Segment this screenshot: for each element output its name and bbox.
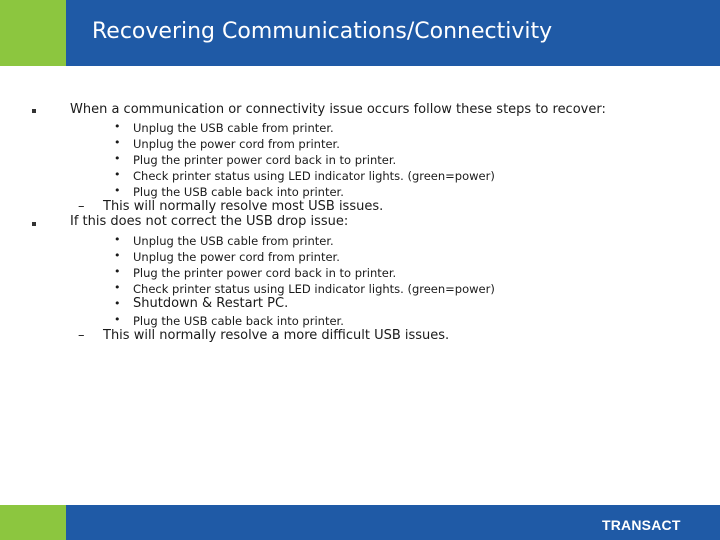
bullet-icon: • [114,265,121,278]
square-bullet-icon [32,222,36,226]
transact-logo: TRANSACT [602,517,681,533]
section2-step: Plug the USB cable back into printer. [133,314,344,328]
section2-step: Check printer status using LED indicator lights. (green=power) [133,282,495,296]
bullet-icon: • [114,152,121,165]
section1-step: Unplug the power cord from printer. [133,137,340,151]
bullet-icon: • [114,136,121,149]
section2-heading: If this does not correct the USB drop issue: [70,214,349,229]
square-bullet-icon [32,109,36,113]
section1-heading: When a communication or connectivity issue occurs follow these steps to recover: [70,102,606,117]
bullet-icon: • [114,297,121,310]
section2-step: Unplug the USB cable from printer. [133,234,334,248]
footer-accent [0,505,66,540]
bullet-icon: • [114,120,121,133]
bullet-icon: • [114,233,121,246]
section1-step: Plug the printer power cord back in to printer. [133,153,397,167]
page-title: Recovering Communications/Connectivity [92,19,553,44]
section2-step: Unplug the power cord from printer. [133,250,340,264]
dash-bullet-icon: – [78,199,85,214]
section2-step: Plug the printer power cord back in to printer. [133,266,397,280]
bullet-icon: • [114,281,121,294]
section2-step: Shutdown & Restart PC. [133,296,289,311]
dash-bullet-icon: – [78,328,85,343]
header-accent [0,0,66,66]
bullet-icon: • [114,184,121,197]
section1-step: Unplug the USB cable from printer. [133,121,334,135]
section2-result: This will normally resolve a more difficult USB issues. [103,328,450,343]
bullet-icon: • [114,168,121,181]
bullet-icon: • [114,249,121,262]
section1-step: Check printer status using LED indicator lights. (green=power) [133,169,495,183]
bullet-icon: • [114,313,121,326]
section1-step: Plug the USB cable back into printer. [133,185,344,199]
section1-result: This will normally resolve most USB issues. [103,199,384,214]
